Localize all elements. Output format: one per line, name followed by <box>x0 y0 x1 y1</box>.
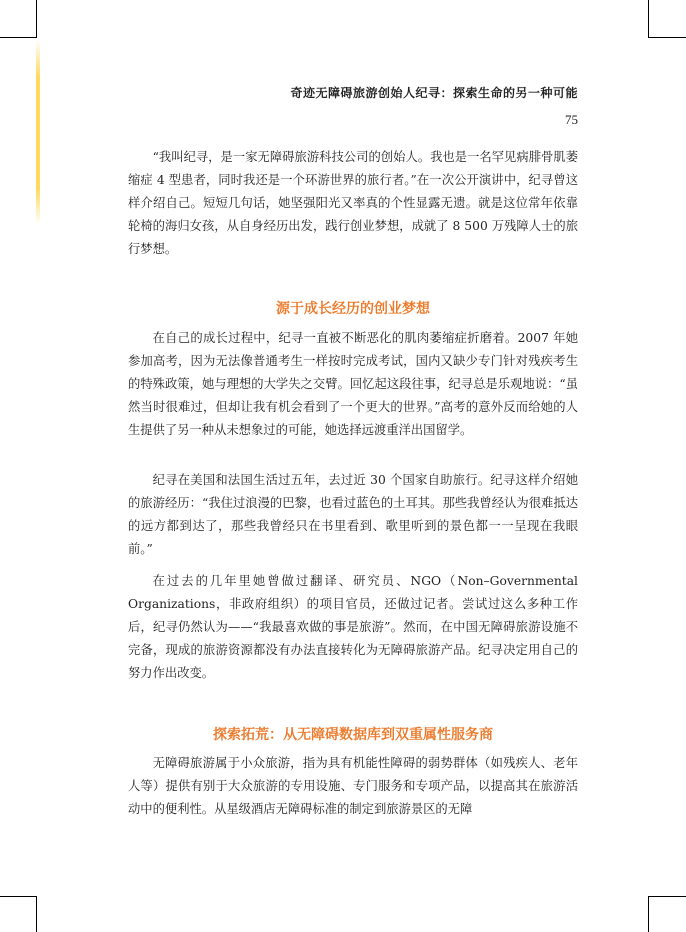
page-number: 75 <box>565 112 578 127</box>
paragraph-travel: 纪寻在美国和法国生活过五年，去过近 30 个国家自助旅行。纪寻这样介绍她的旅游经历：“我住过浪漫的巴黎，也看过蓝色的土耳其。那些我曾经认为很难抵达的远方都到达了，那些我曾经只在书里看到、歌里听到的景色都一一呈现在我眼前。” <box>128 473 578 556</box>
crop-mark-top-right-h <box>648 37 686 38</box>
paragraph-career: 在过去的几年里她曾做过翻译、研究员、NGO（Non–Governmental Organizations，非政府组织）的项目官员，还做过记者。尝试过这么多种工作后，纪寻仍然认为——“我最喜欢做的事是旅游”。然而，在中国无障碍旅游设施不完备，现成的旅游资源都没有办法直接转化为无障碍旅游产品。纪寻决定用自己的努力作出改变。 <box>128 574 578 680</box>
crop-mark-bottom-left-h <box>0 896 37 897</box>
crop-mark-top-left-h <box>0 37 37 38</box>
crop-mark-bottom-left-v <box>36 896 37 932</box>
crop-mark-bottom-right-v <box>648 896 649 932</box>
margin-highlight-bar <box>36 40 40 225</box>
crop-mark-top-right-v <box>648 0 649 38</box>
section-heading-dream: 源于成长经历的创业梦想 <box>276 301 430 317</box>
section-heading-explore: 探索拓荒：从无障碍数据库到双重属性服务商 <box>213 727 493 743</box>
crop-mark-top-left-v <box>36 0 37 38</box>
paragraph-growth: 在自己的成长过程中，纪寻一直被不断恶化的肌肉萎缩症折磨着。2007 年她参加高考，因为无法像普通考生一样按时完成考试，国内又缺少专门针对残疾考生的特殊政策，她与理想的大学失之交臂。回忆起这段往事，纪寻总是乐观地说：“虽然当时很难过，但却让我有机会看到了一个更大的世界。”高考的意外反而给她的人生提供了另一种从未想象过的可能，她选择远渡重洋出国留学。 <box>128 331 578 437</box>
crop-mark-bottom-right-h <box>648 896 686 897</box>
paragraph-accessible-tourism: 无障碍旅游属于小众旅游，指为具有机能性障碍的弱势群体（如残疾人、老年人等）提供有别于大众旅游的专用设施、专门服务和专项产品，以提高其在旅游活动中的便利性。从星级酒店无障碍标准的制定到旅游景区的无障 <box>128 756 578 816</box>
paragraph-intro: “我叫纪寻，是一家无障碍旅游科技公司的创始人。我也是一名罕见病腓骨肌萎缩症 4 型患者，同时我还是一个环游世界的旅行者。”在一次公开演讲中，纪寻曾这样介绍自己。短短几句话，她坚强阳光又率真的个性显露无遗。就是这位常年依靠轮椅的海归女孩，从自身经历出发，践行创业梦想，成就了 8 500 万残障人士的旅行梦想。 <box>128 150 578 256</box>
running-title: 奇迹无障碍旅游创始人纪寻：探索生命的另一种可能 <box>290 86 578 100</box>
